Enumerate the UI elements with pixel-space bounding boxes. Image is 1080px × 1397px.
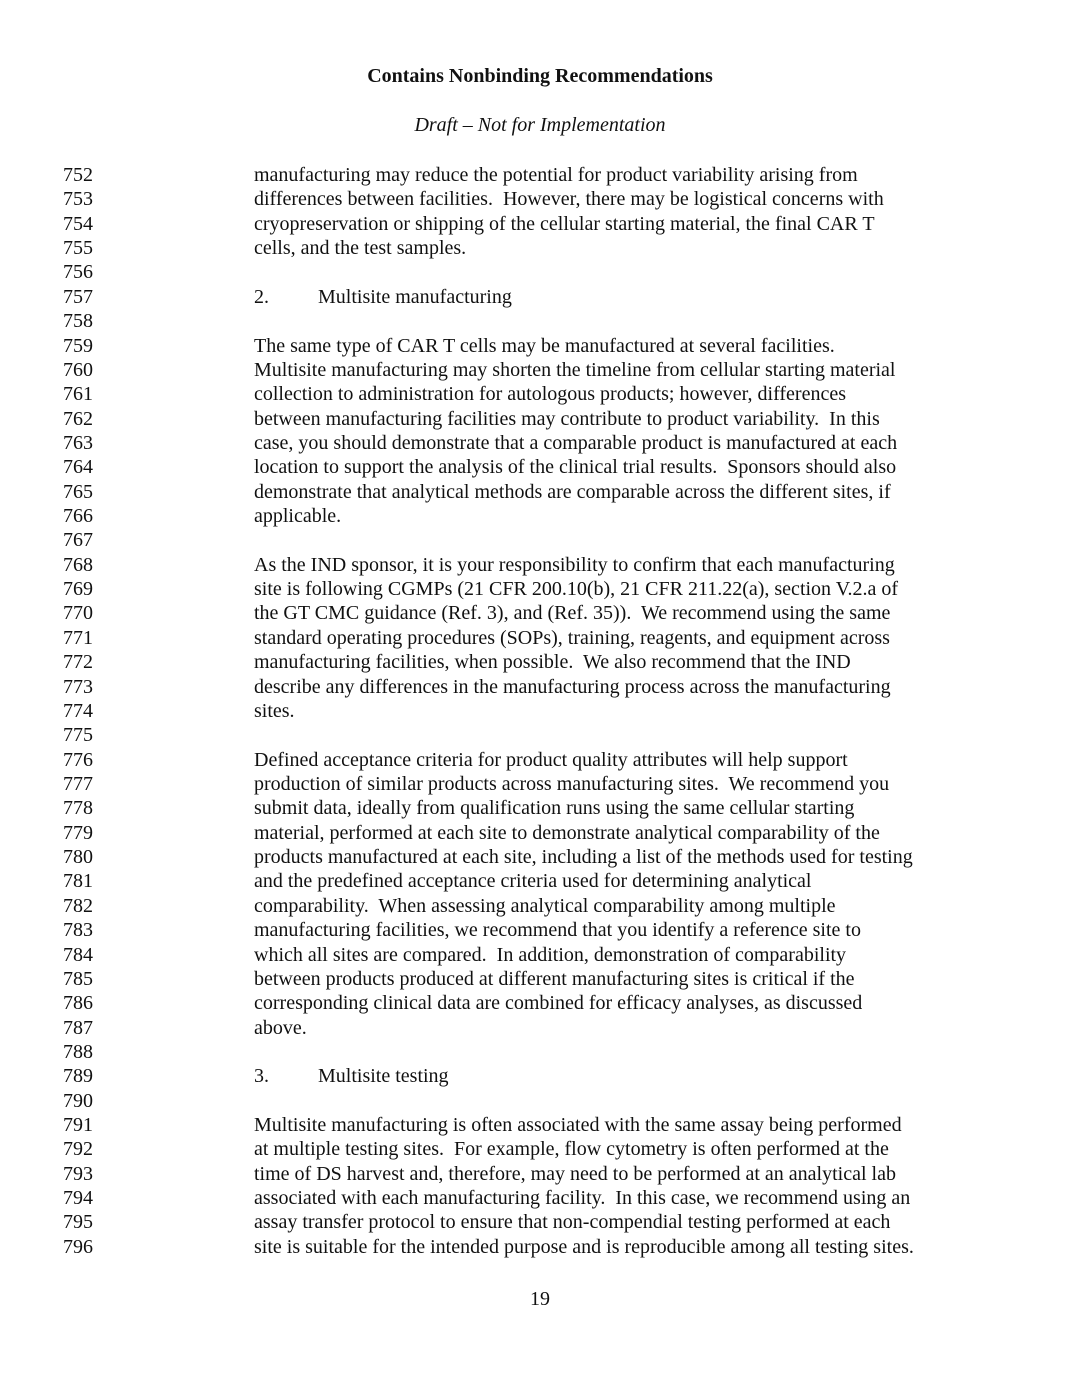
line-number: 784 bbox=[63, 943, 93, 966]
section-heading-line bbox=[0, 1064, 1080, 1088]
line-number: 758 bbox=[63, 310, 93, 333]
section-heading: Multisite testing bbox=[318, 1065, 449, 1088]
line-number: 776 bbox=[63, 748, 93, 771]
line-number: 756 bbox=[63, 261, 93, 284]
line-text: sites. bbox=[254, 699, 295, 722]
line-number: 787 bbox=[63, 1016, 93, 1039]
line-text: between manufacturing facilities may contribute to product variability. In this bbox=[254, 407, 880, 430]
line-text: time of DS harvest and, therefore, may need to be performed at an analytical lab bbox=[254, 1162, 896, 1185]
section-heading-line bbox=[0, 285, 1080, 309]
section-heading: Multisite manufacturing bbox=[318, 285, 512, 308]
text-line bbox=[0, 358, 1080, 382]
line-number: 773 bbox=[63, 675, 93, 698]
text-line bbox=[0, 650, 1080, 674]
text-line bbox=[0, 991, 1080, 1015]
line-number: 771 bbox=[63, 626, 93, 649]
line-number: 767 bbox=[63, 529, 93, 552]
text-line bbox=[0, 334, 1080, 358]
line-number: 769 bbox=[63, 578, 93, 601]
line-number: 786 bbox=[63, 992, 93, 1015]
line-number: 774 bbox=[63, 699, 93, 722]
line-text: The same type of CAR T cells may be manufactured at several facilities. bbox=[254, 334, 835, 357]
text-line bbox=[0, 918, 1080, 942]
line-text: site is following CGMPs (21 CFR 200.10(b), 21 CFR 211.22(a), section V.2.a of bbox=[254, 578, 899, 601]
line-number: 761 bbox=[63, 383, 93, 406]
line-text: which all sites are compared. In addition, demonstration of comparability bbox=[254, 943, 847, 966]
line-number: 768 bbox=[63, 553, 93, 576]
line-number: 765 bbox=[63, 480, 93, 503]
line-number: 757 bbox=[63, 285, 93, 308]
text-line bbox=[0, 821, 1080, 845]
line-number: 763 bbox=[63, 431, 93, 454]
text-line bbox=[0, 601, 1080, 625]
text-line bbox=[0, 772, 1080, 796]
line-text: between products produced at different manufacturing sites is critical if the bbox=[254, 967, 855, 990]
line-text: assay transfer protocol to ensure that non-compendial testing performed at each bbox=[254, 1211, 891, 1234]
line-number: 752 bbox=[63, 164, 93, 186]
line-text: demonstrate that analytical methods are comparable across the different sites, if bbox=[254, 480, 891, 503]
text-line bbox=[0, 260, 1080, 284]
line-number: 795 bbox=[63, 1211, 93, 1234]
line-text: differences between facilities. However, there may be logistical concerns with bbox=[254, 188, 884, 211]
text-line bbox=[0, 796, 1080, 820]
line-number: 790 bbox=[63, 1089, 93, 1112]
text-line bbox=[0, 1235, 1080, 1259]
section-number: 2. bbox=[254, 285, 269, 308]
line-number: 777 bbox=[63, 773, 93, 795]
line-number: 785 bbox=[63, 967, 93, 990]
text-line bbox=[0, 845, 1080, 869]
text-line bbox=[0, 309, 1080, 333]
text-line bbox=[0, 480, 1080, 504]
line-number: 780 bbox=[63, 846, 93, 869]
line-number: 772 bbox=[63, 651, 93, 674]
line-text: Defined acceptance criteria for product quality attributes will help support bbox=[254, 748, 848, 771]
line-text: production of similar products across manufacturing sites. We recommend you bbox=[254, 773, 890, 795]
line-number: 760 bbox=[63, 358, 93, 381]
line-text: above. bbox=[254, 1016, 307, 1039]
line-text: As the IND sponsor, it is your responsibility to confirm that each manufacturing bbox=[254, 553, 895, 576]
text-line bbox=[0, 236, 1080, 260]
document-header-subtitle: Draft – Not for Implementation bbox=[414, 114, 666, 136]
text-line bbox=[0, 894, 1080, 918]
line-text: standard operating procedures (SOPs), training, reagents, and equipment across bbox=[254, 626, 890, 649]
line-number: 782 bbox=[63, 894, 93, 917]
text-line bbox=[0, 431, 1080, 455]
line-text: manufacturing facilities, we recommend that you identify a reference site to bbox=[254, 919, 861, 942]
line-text: applicable. bbox=[254, 505, 342, 528]
line-text: manufacturing facilities, when possible. We also recommend that the IND bbox=[254, 651, 851, 674]
line-number: 793 bbox=[63, 1162, 93, 1185]
line-number: 766 bbox=[63, 505, 93, 528]
text-line bbox=[0, 1113, 1080, 1137]
line-number: 783 bbox=[63, 919, 93, 942]
text-line bbox=[0, 869, 1080, 893]
line-number: 788 bbox=[63, 1040, 93, 1063]
line-number: 792 bbox=[63, 1138, 93, 1161]
line-text: Multisite manufacturing is often associated with the same assay being performed bbox=[254, 1114, 902, 1137]
text-line bbox=[0, 626, 1080, 650]
line-number: 755 bbox=[63, 237, 93, 260]
line-number: 794 bbox=[63, 1187, 93, 1210]
text-line bbox=[0, 675, 1080, 699]
text-line bbox=[0, 1089, 1080, 1113]
text-line bbox=[0, 723, 1080, 747]
line-text: the GT CMC guidance (Ref. 3), and (Ref. 35)). We recommend using the same bbox=[254, 602, 891, 625]
line-number: 778 bbox=[63, 797, 93, 820]
line-text: cells, and the test samples. bbox=[254, 237, 467, 260]
line-text: describe any differences in the manufacturing process across the manufacturing bbox=[254, 675, 891, 698]
text-line bbox=[0, 407, 1080, 431]
line-number: 754 bbox=[63, 212, 93, 235]
line-number: 781 bbox=[63, 870, 93, 893]
text-line bbox=[0, 1186, 1080, 1210]
line-number: 775 bbox=[63, 724, 93, 747]
line-text: comparability. When assessing analytical comparability among multiple bbox=[254, 894, 836, 917]
line-number: 762 bbox=[63, 407, 93, 430]
text-line bbox=[0, 528, 1080, 552]
line-text: at multiple testing sites. For example, flow cytometry is often performed at the bbox=[254, 1138, 889, 1161]
text-line bbox=[0, 1137, 1080, 1161]
line-text: products manufactured at each site, including a list of the methods used for testing bbox=[254, 846, 913, 869]
line-number: 759 bbox=[63, 334, 93, 357]
line-number: 764 bbox=[63, 456, 93, 479]
text-line bbox=[0, 699, 1080, 723]
text-line bbox=[0, 1040, 1080, 1064]
text-line bbox=[0, 577, 1080, 601]
line-text: location to support the analysis of the clinical trial results. Sponsors should also bbox=[254, 456, 897, 479]
text-line bbox=[0, 553, 1080, 577]
line-text: corresponding clinical data are combined for efficacy analyses, as discussed bbox=[254, 992, 863, 1015]
line-text: associated with each manufacturing facility. In this case, we recommend using an bbox=[254, 1187, 911, 1210]
text-line bbox=[0, 504, 1080, 528]
text-line bbox=[0, 1162, 1080, 1186]
line-text: site is suitable for the intended purpose and is reproducible among all testing sites. bbox=[254, 1235, 914, 1258]
line-text: submit data, ideally from qualification runs using the same cellular starting bbox=[254, 797, 855, 820]
text-line bbox=[0, 455, 1080, 479]
text-line bbox=[0, 967, 1080, 991]
line-text: and the predefined acceptance criteria used for determining analytical bbox=[254, 870, 812, 893]
line-text: case, you should demonstrate that a comparable product is manufactured at each bbox=[254, 431, 898, 454]
text-line bbox=[0, 187, 1080, 211]
text-line bbox=[0, 163, 1080, 187]
line-number: 796 bbox=[63, 1235, 93, 1258]
text-line bbox=[0, 382, 1080, 406]
line-number: 779 bbox=[63, 821, 93, 844]
line-number: 789 bbox=[63, 1065, 93, 1088]
text-line bbox=[0, 748, 1080, 772]
text-line bbox=[0, 1210, 1080, 1234]
line-text: manufacturing may reduce the potential for product variability arising from bbox=[254, 164, 858, 186]
document-header-title: Contains Nonbinding Recommendations bbox=[367, 65, 713, 87]
text-line bbox=[0, 1016, 1080, 1040]
line-text: material, performed at each site to demonstrate analytical comparability of the bbox=[254, 821, 880, 844]
line-text: cryopreservation or shipping of the cellular starting material, the final CAR T bbox=[254, 212, 875, 235]
line-number: 770 bbox=[63, 602, 93, 625]
page-number: 19 bbox=[530, 1288, 550, 1310]
line-number: 753 bbox=[63, 188, 93, 211]
section-number: 3. bbox=[254, 1065, 269, 1088]
line-number: 791 bbox=[63, 1114, 93, 1137]
line-text: Multisite manufacturing may shorten the timeline from cellular starting material bbox=[254, 358, 896, 381]
text-line bbox=[0, 212, 1080, 236]
line-text: collection to administration for autologous products; however, differences bbox=[254, 383, 847, 406]
text-line bbox=[0, 943, 1080, 967]
